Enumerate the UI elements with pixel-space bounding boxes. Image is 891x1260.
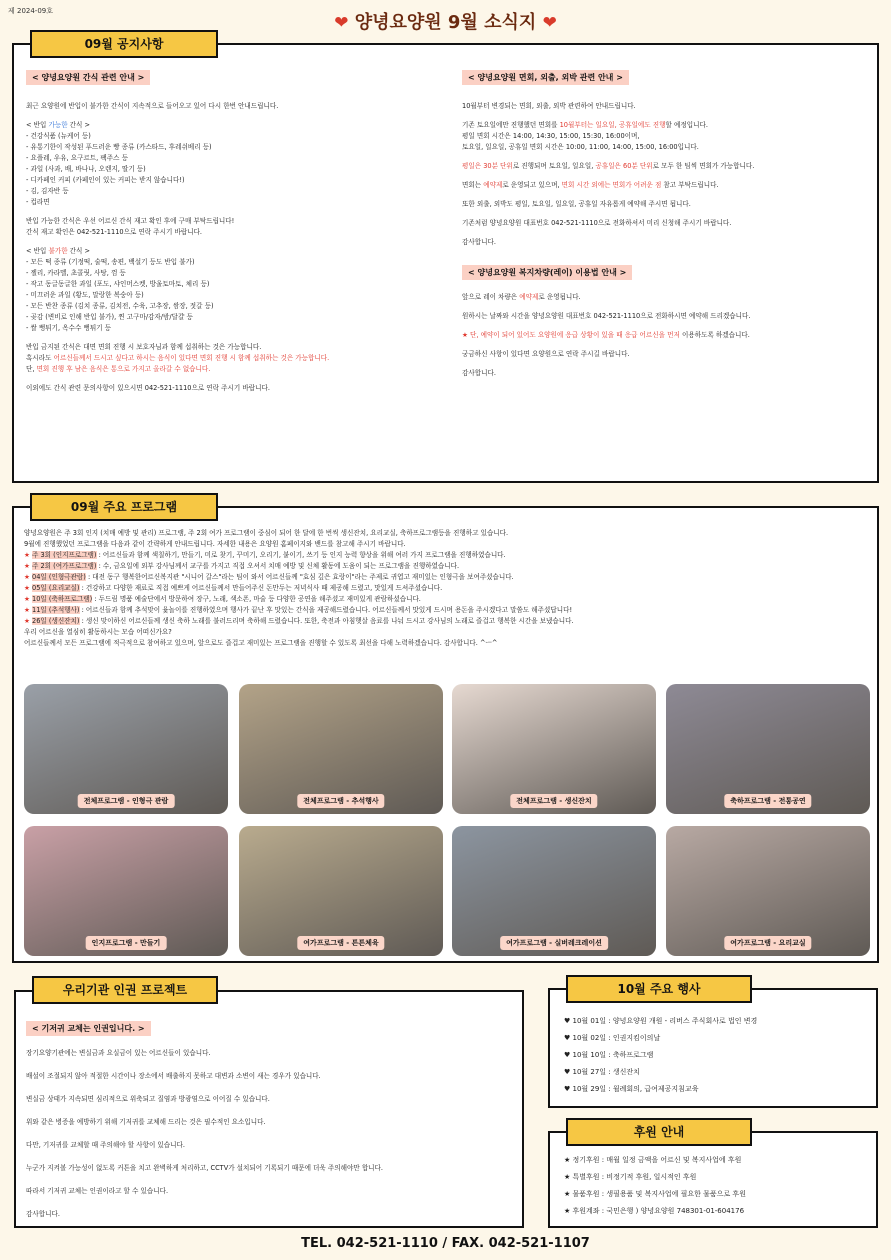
program-item-label: 10일 (축하프로그램) xyxy=(32,595,93,603)
banned-item: - 쌀 뻥튀기, 옥수수 뻥튀기 등 xyxy=(26,324,112,332)
banned-item: - 모든 반찬 종류 (김치 종류, 김치전, 수육, 고추장, 쌈장, 젓갈 등) xyxy=(26,302,214,310)
visit-l7: 또한 외출, 외박도 평일, 토요일, 일요일, 공휴일 자유롭게 예약해 주시면 됩니다. xyxy=(462,200,691,208)
star-icon: ★ xyxy=(24,595,33,603)
photo-caption: 여가프로그램 - 실버레크레이션 xyxy=(500,936,608,950)
photo-caption: 전체프로그램 - 인형극 관람 xyxy=(78,794,175,808)
program-photo xyxy=(239,684,443,814)
support-tab: 후원 안내 xyxy=(566,1118,752,1146)
check-line-2: 간식 재고 확인은 042-521-1110으로 연락 주시기 바랍니다. xyxy=(26,228,203,236)
car-l2: 원하시는 날짜와 시간을 양녕요양원 대표번호 042-521-1110으로 전화하시면 예약해 드리겠습니다. xyxy=(462,312,751,320)
banned-title: < 반입 불가한 간식 > xyxy=(26,247,91,255)
rights-tab: 우리기관 인권 프로젝트 xyxy=(32,976,218,1004)
allowed-item: - 요플레, 우유, 요구르트, 팩주스 등 xyxy=(26,154,128,162)
october-list xyxy=(564,1013,874,1098)
rights-content xyxy=(26,1016,516,1220)
support-item: ★ 정기후원 : 매월 일정 금액을 어르신 및 복지사업에 후원 xyxy=(564,1156,742,1164)
visit-heading: < 양녕요양원 면회, 외출, 외박 관련 안내 > xyxy=(462,70,629,85)
snack-notice xyxy=(26,65,446,394)
rights-line: 변실금 상태가 지속되면 심리적으로 위축되고 질염과 방광염으로 이어질 수 있습니다. xyxy=(26,1095,270,1103)
program-item xyxy=(24,605,874,616)
car-heading: < 양녕요양원 복지차량(레이) 이용법 안내 > xyxy=(462,265,632,280)
visit-l1: 10월부터 변경되는 면회, 외출, 외박 관련하여 안내드립니다. xyxy=(462,102,636,110)
program-item-text: : 어르신들과 함께 색칠하기, 만들기, 미로 찾기, 꾸미기, 오리기, 붙이기, 쓰기 등 인지 능력 향상을 위해 여러 가지 프로그램을 진행하였습니다. xyxy=(96,551,506,559)
star-icon: ★ xyxy=(24,573,33,581)
october-event: ♥ 10월 10일 : 축하프로그램 xyxy=(564,1051,654,1059)
programs-text xyxy=(24,528,874,649)
photo-caption: 여가프로그램 - 요리교실 xyxy=(724,936,811,950)
title-text: 양녕요양원 9월 소식지 xyxy=(354,12,537,33)
allowed-item: - 컵라면 xyxy=(26,198,50,206)
programs-intro-1: 양녕요양원은 주 3회 인지 (치매 예방 및 관리) 프로그램, 주 2회 여가 프로그램이 중심이 되어 한 달에 한 번씩 생신잔치, 요리교실, 축하프로그램등을 진행하고 있습니다. xyxy=(24,529,509,537)
program-item-text: : 어르신들과 함께 추석맞이 윷놀이를 진행하였으며 행사가 끝난 후 맛있는 간식을 제공해드렸습니다. 어르신들께서 맛있게 드시며 용돈을 주시겠다고 말씀도 해주셨답니다! xyxy=(79,606,573,614)
visit-l3: 평일 면회 시간은 14:00, 14:30, 15:00, 15:30, 16:00이며, xyxy=(462,132,640,140)
support-list xyxy=(564,1152,874,1220)
program-photo xyxy=(666,826,870,956)
check-line-1: 반입 가능한 간식은 우선 어르신 간식 재고 확인 후에 구매 부탁드립니다! xyxy=(26,217,235,225)
snack-intro: 최근 요양원에 반입이 불가한 간식이 지속적으로 들어오고 있어 다시 한번 안내드립니다. xyxy=(26,102,279,110)
star-icon: ★ xyxy=(24,617,33,625)
programs-closing-1: 우리 어르신을 열심히 활동하시는 모습 어떠신가요? xyxy=(24,628,172,636)
october-event: ♥ 10월 29일 : 월례회의, 급여제공지침교육 xyxy=(564,1085,699,1093)
program-photo xyxy=(239,826,443,956)
program-item xyxy=(24,572,874,583)
rights-line: 누군가 지켜볼 가능성이 없도록 커튼을 치고 완벽하게 처리하고, CCTV가 설치되어 기록되기 때문에 더욱 주의해야만 합니다. xyxy=(26,1164,384,1172)
snack-heading: < 양녕요양원 간식 관련 안내 > xyxy=(26,70,150,85)
program-item-text: : 대전 동구 행복한어르신복지관 "시니어 갈스"라는 팀이 와서 어르신들께 "효심 깊은 효랑이"라는 주제로 귀엽고 재미있는 인형극을 보여주셨습니다. xyxy=(85,573,514,581)
banned-item: - 작고 동글동글한 과일 (포도, 샤인머스켓, 방울토마토, 체리 등) xyxy=(26,280,210,288)
footer-contact: TEL. 042-521-1110 / FAX. 042-521-1107 xyxy=(301,1236,590,1251)
car-l3: ★ 단, 예약이 되어 있어도 요양원에 응급 상황이 있을 때 응급 어르신을 먼저 이용하도록 하겠습니다. xyxy=(462,331,750,339)
banned-item: - 젤리, 카라멜, 초콜릿, 사탕, 껌 등 xyxy=(26,269,126,277)
program-item-text: : 생신 맞이하신 어르신들께 생신 축하 노래를 불러드리며 축하해 드렸습니다. 또한, 축전과 아침햇살 음료를 나눠 드시고 강사님의 노래로 즐겁고 행복한 시간을 보냈습니다. xyxy=(79,617,574,625)
visit-notice xyxy=(462,65,872,379)
star-icon: ★ xyxy=(24,606,33,614)
snack-p1: 반입 금지된 간식은 대면 면회 진행 시 보호자님과 함께 섭취하는 것은 가능합니다. xyxy=(26,343,262,351)
rights-line: 장기요양기관에는 변실금과 요실금이 있는 어르신들이 있습니다. xyxy=(26,1049,211,1057)
visit-l5: 평일은 30분 단위로 진행되며 토요일, 일요일, 공휴일은 60분 단위로 모두 한 팀씩 면회가 가능합니다. xyxy=(462,162,755,170)
photo-caption: 축하프로그램 - 전통공연 xyxy=(724,794,811,808)
star-icon: ★ xyxy=(24,551,33,559)
program-items xyxy=(24,550,874,627)
banned-item: - 곶감 (변비로 인해 반입 불가), 찐 고구마/감자/밤/달걀 등 xyxy=(26,313,193,321)
program-item xyxy=(24,616,874,627)
allowed-list xyxy=(26,131,446,208)
visit-l6: 면회는 예약제로 운영되고 있으며, 면회 시간 외에는 면회가 어려운 점 참고 부탁드립니다. xyxy=(462,181,719,189)
snack-p3: 단, 면회 진행 후 남은 음식은 통으로 가지고 올라갈 수 없습니다. xyxy=(26,365,211,373)
allowed-item: - 유통기한이 작성된 푸드러운 빵 종류 (카스타드, 후레쉬베리 등) xyxy=(26,143,212,151)
allowed-item: - 김, 김자반 등 xyxy=(26,187,69,195)
october-event: ♥ 10월 27일 : 생신잔치 xyxy=(564,1068,640,1076)
allowed-item: - 과일 (사과, 배, 바나나, 오렌지, 딸기 등) xyxy=(26,165,146,173)
star-icon: ★ xyxy=(24,584,33,592)
star-icon: ★ xyxy=(24,562,33,570)
program-item xyxy=(24,561,874,572)
programs-tab: 09월 주요 프로그램 xyxy=(30,493,218,521)
rights-line: 다만, 기저귀를 교체할 때 주의해야 할 사항이 있습니다. xyxy=(26,1141,185,1149)
rights-lines xyxy=(26,1048,516,1220)
banned-item: - 미끄러운 과일 (황도, 말랑한 복숭아 등) xyxy=(26,291,144,299)
photo-caption: 여가프로그램 - 튼튼체육 xyxy=(297,936,384,950)
rights-line: 감사합니다. xyxy=(26,1210,60,1218)
car-l5: 감사합니다. xyxy=(462,369,496,377)
program-photo xyxy=(666,684,870,814)
visit-l8: 기존처럼 양녕요양원 대표번호 042-521-1110으로 전화하셔서 미리 신청해 주시기 바랍니다. xyxy=(462,219,732,227)
programs-intro-2: 9월에 진행했었던 프로그램을 다음과 같이 간략하게 안내드립니다. 자세한 내용은 요양원 홈페이지와 밴드를 참고해 주시기 바랍니다. xyxy=(24,540,406,548)
program-photo xyxy=(24,684,228,814)
support-item: ★ 물품후원 : 생필용품 및 복지사업에 필요한 물품으로 후원 xyxy=(564,1190,746,1198)
allowed-item: - 디카페인 커피 (카페인이 있는 커피는 받지 않습니다!) xyxy=(26,176,185,184)
photo-caption: 전체프로그램 - 생신잔치 xyxy=(510,794,597,808)
snack-p2: 혹시라도 어르신들께서 드시고 싶다고 하시는 음식이 있다면 면회 진행 시 함께 섭취하는 것은 가능합니다. xyxy=(26,354,330,362)
rights-line: 따라서 기저귀 교체는 인권이라고 할 수 있습니다. xyxy=(26,1187,169,1195)
allowed-item: - 건강식품 (뉴케어 등) xyxy=(26,132,91,140)
program-item-label: 26일 (생신잔치) xyxy=(32,617,80,625)
program-item-text: : 건강하고 다양한 재료로 직접 예쁘게 어르신들께서 만들어주신 돈만두는 저녁식사 때 제공해 드렸고, 맛있게 드셔주셨습니다. xyxy=(79,584,443,592)
program-item xyxy=(24,594,874,605)
banned-list xyxy=(26,257,446,334)
issue-number: 제 2024-09호 xyxy=(8,7,53,15)
allowed-title: < 반입 가능한 간식 > xyxy=(26,121,91,129)
rights-line: 위와 같은 병증을 예방하기 위해 기저귀를 교체해 드리는 것은 필수적인 요소입니다. xyxy=(26,1118,266,1126)
program-item xyxy=(24,550,874,561)
october-tab: 10월 주요 행사 xyxy=(566,975,752,1003)
october-event: ♥ 10월 02일 : 인권지킴이의날 xyxy=(564,1034,661,1042)
support-item: ★ 후원계좌 : 국민은행 ) 양녕요양원 748301-01-604176 xyxy=(564,1207,745,1215)
program-photo xyxy=(452,684,656,814)
snack-p4: 이외에도 간식 관련 문의사항이 있으시면 042-521-1110으로 연락 주시기 바랍니다. xyxy=(26,384,270,392)
october-event: ♥ 10월 01일 : 양녕요양원 개원 - 리버스 주식회사로 법인 변경 xyxy=(564,1017,758,1025)
rights-line: 배설이 조절되지 않아 적절한 시간이나 장소에서 배출하지 못하고 대변과 소변이 새는 경우가 있습니다. xyxy=(26,1072,321,1080)
program-photo xyxy=(24,826,228,956)
program-item-label: 주 2회 (여가프로그램) xyxy=(32,562,97,570)
program-item-label: 11일 (추석행사) xyxy=(32,606,80,614)
program-item xyxy=(24,583,874,594)
support-item: ★ 특별후원 : 비정기적 후원, 일시적인 후원 xyxy=(564,1173,697,1181)
car-l4: 궁금하신 사항이 있다면 요양원으로 연락 주시길 바랍니다. xyxy=(462,350,630,358)
program-item-text: : 수, 금요일에 외부 강사님께서 교구를 가지고 직접 오셔서 치매 예방 및 신체 활동에 도움이 되는 프로그램을 진행하였습니다. xyxy=(96,562,460,570)
program-item-label: 05일 (요리교실) xyxy=(32,584,80,592)
heart-icon: ❤ xyxy=(334,13,349,33)
heart-icon: ❤ xyxy=(542,13,557,33)
photo-caption: 전체프로그램 - 추석행사 xyxy=(297,794,384,808)
notice-tab: 09월 공지사항 xyxy=(30,30,218,58)
visit-l4: 토요일, 일요일, 공휴일 면회 시간은 10:00, 11:00, 14:00, 15:00, 16:00입니다. xyxy=(462,143,699,151)
program-photo xyxy=(452,826,656,956)
program-item-text: : 두드림 명품 예술단에서 방문하여 장구, 노래, 색소폰, 마술 등 다양한 공연을 해주셨고 재미있게 관람하셨습니다. xyxy=(92,595,421,603)
banned-item: - 모든 떡 종류 (기정떡, 술떡, 송편, 백설기 등도 반입 불가) xyxy=(26,258,195,266)
visit-l2: 기존 토요일에만 진행했던 면회를 10월부터는 일요일, 공휴일에도 진행할 예정입니다. xyxy=(462,121,708,129)
car-l1: 앞으로 레이 차량은 예약제로 운영됩니다. xyxy=(462,293,581,301)
program-item-label: 주 3회 (인지프로그램) xyxy=(32,551,97,559)
program-item-label: 04일 (인형극관람) xyxy=(32,573,86,581)
photo-caption: 인지프로그램 - 만들기 xyxy=(86,936,167,950)
rights-heading: < 기저귀 교체는 인권입니다. > xyxy=(26,1021,151,1036)
visit-l9: 감사합니다. xyxy=(462,238,496,246)
programs-closing-2: 어르신들께서 모든 프로그램에 적극적으로 참여하고 있으며, 앞으로도 즐겁고 재미있는 프로그램을 진행할 수 있도록 최선을 다해 노력하겠습니다. 감사합니다. ^ㅡ^ xyxy=(24,639,498,647)
